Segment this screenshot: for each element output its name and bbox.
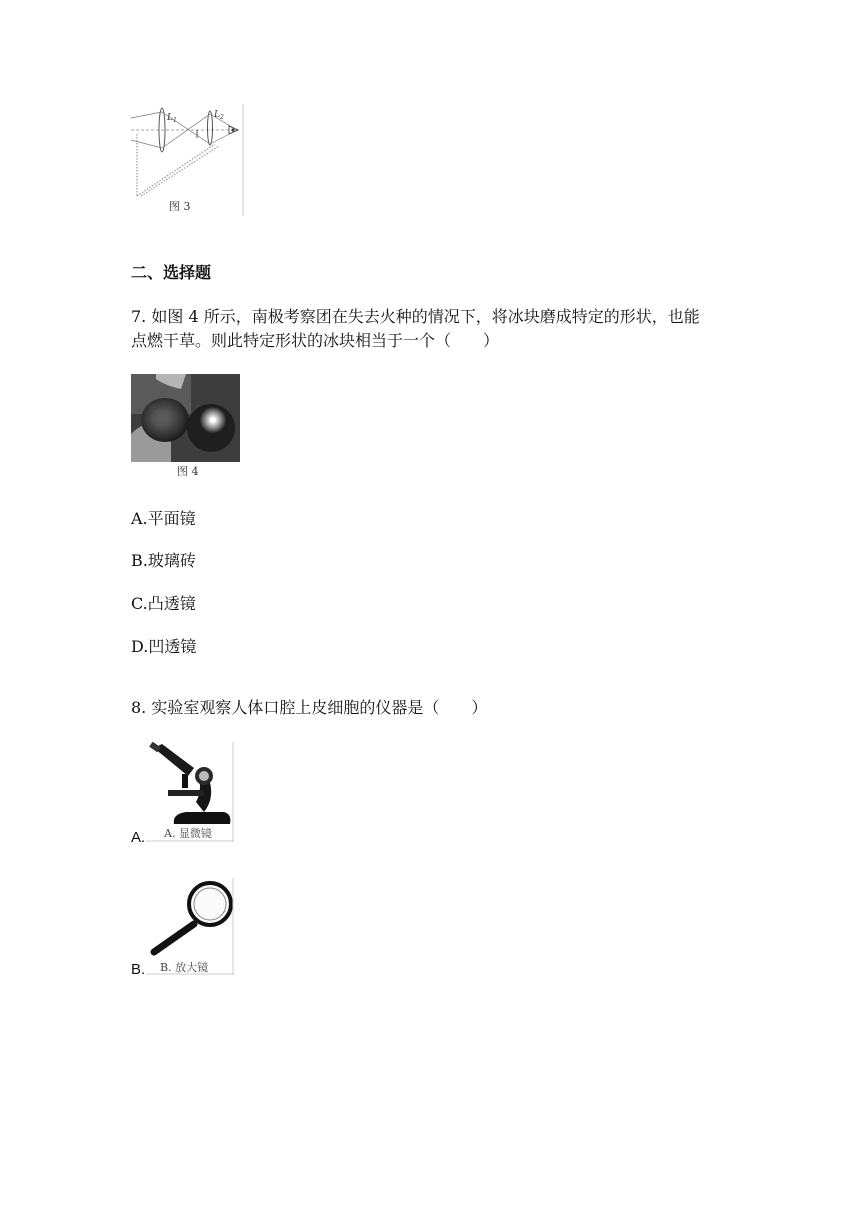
label-l2-sub: 2	[219, 114, 224, 121]
option-a[interactable]: A.平面镜	[131, 509, 196, 528]
option-b-label[interactable]: B.	[131, 961, 146, 978]
microscope-image[interactable]	[146, 742, 234, 842]
question-7-line-1: 7. 如图 4 所示，南极考察团在失去火种的情况下，将冰块磨成特定的形状，也能	[131, 307, 700, 326]
figure-4-caption: 图 4	[177, 465, 199, 478]
microscope-icon	[146, 742, 234, 842]
magnifier-image[interactable]	[146, 878, 234, 975]
figure-4	[131, 374, 240, 480]
question-7-line-2: 点燃干草。则此特定形状的冰块相当于一个（ ）	[131, 331, 500, 350]
label-l1: L	[167, 113, 173, 123]
option-a-label[interactable]: A.	[131, 829, 146, 846]
magnifier-icon	[146, 878, 234, 975]
svg-text:L2	[213, 110, 224, 121]
option-c[interactable]: C.凸透镜	[131, 594, 196, 613]
option-d[interactable]: D.凹透镜	[131, 637, 197, 656]
label-l1-sub: 1	[172, 117, 177, 124]
figure-3-caption: 图 3	[169, 200, 191, 213]
label-l2: L	[214, 110, 220, 120]
figure-3	[129, 104, 244, 216]
option-b[interactable]: B.玻璃砖	[131, 551, 196, 570]
question-8-line-1: 8. 实验室观察人体口腔上皮细胞的仪器是（ ）	[131, 698, 488, 717]
section-title: 二、选择题	[131, 263, 212, 282]
microscope-caption: A. 显微镜	[164, 827, 212, 840]
svg-text:L1	[166, 113, 177, 124]
figure-3-diagram	[129, 104, 244, 216]
figure-4-photo	[131, 374, 240, 480]
magnifier-caption: B. 放大镜	[160, 961, 209, 974]
